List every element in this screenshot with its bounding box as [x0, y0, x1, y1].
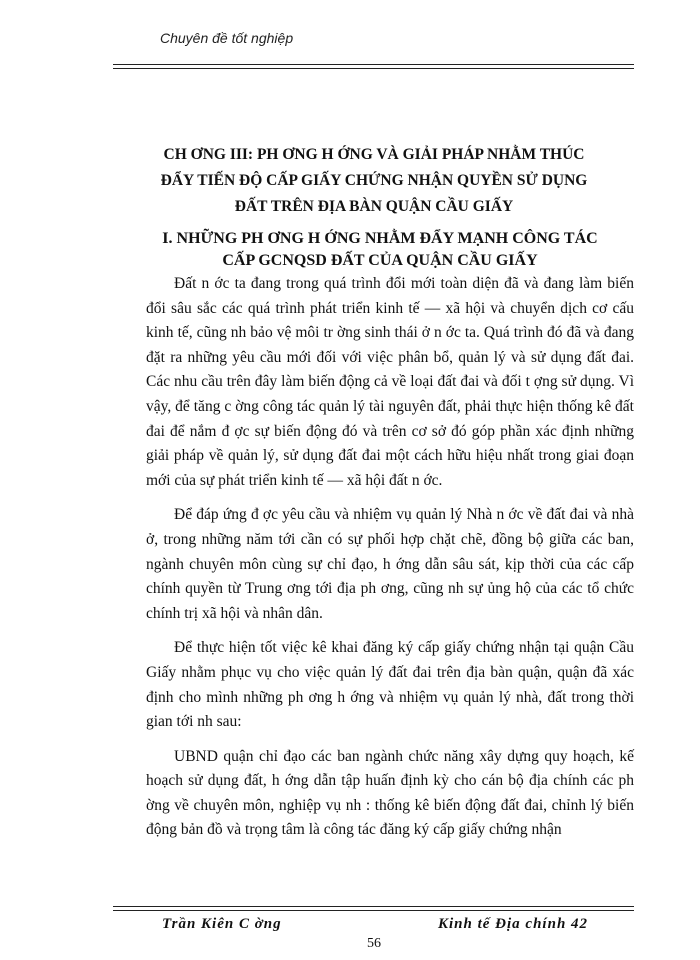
header-rule	[113, 64, 634, 69]
chapter-title-line: CH ƠNG III: PH ƠNG H ỚNG VÀ GIẢI PHÁP NHẰM THÚC	[163, 146, 585, 163]
section-title-line: CẤP GCNQSD ĐẤT CỦA QUẬN CẦU GIẤY	[222, 252, 538, 269]
page-number: 56	[367, 936, 381, 951]
body-text	[146, 272, 634, 843]
section-title-line: I. NHỮNG PH ƠNG H ỚNG NHẰM ĐẨY MẠNH CÔNG TÁC	[162, 230, 598, 247]
paragraph: Để đáp ứng đ ợc yêu cầu và nhiệm vụ quản lý Nhà n ớc về đất đai và nhà ở, trong những năm tới cần có sự phối hợp chặt chẽ, đồng bộ giữa các ban, ngành chuyên môn cùng sự chỉ đạo, h ớng dẫn sâu sát, kịp thời của các cấp chính quyền từ Trung ơng tới địa ph ơng, cũng nh sự ủng hộ của các tổ chức chính trị xã hội và nhân dân.	[146, 506, 634, 622]
paragraph: Để thực hiện tốt việc kê khai đăng ký cấp giấy chứng nhận tại quận Cầu Giấy nhằm phục vụ cho việc quản lý đất đai trên địa bàn quận, quận đã xác định cho mình những ph ơng h ớng và nhiệm vụ quản lý nhà, đất trong thời gian tới nh sau:	[146, 639, 634, 731]
chapter-title-line: ĐẨY TIẾN ĐỘ CẤP GIẤY CHỨNG NHẬN QUYỀN SỬ DỤNG	[160, 172, 588, 189]
running-header: Chuyên đề tốt nghiệp	[160, 30, 294, 46]
chapter-title	[130, 142, 618, 220]
footer-class: Kinh tế Địa chính 42	[438, 916, 589, 932]
footer-rule	[113, 906, 634, 911]
chapter-title-line: ĐẤT TRÊN ĐỊA BÀN QUẬN CẦU GIẤY	[234, 198, 514, 215]
footer-author: Trần Kiên C ờng	[162, 916, 282, 932]
section-title	[130, 228, 630, 272]
paragraph: Đất n ớc ta đang trong quá trình đổi mới toàn diện đã và đang làm biến đổi sâu sắc các quá trình phát triển kinh tế — xã hội và chuyển dịch cơ cấu kinh tế, cũng nh bảo vệ môi tr ờng sinh thái ở n ớc ta. Quá trình đó đã và đang đặt ra những yêu cầu mới đối với việc phân bổ, quản lý và sử dụng đất đai. Các nhu cầu trên đây làm biến động cả về loại đất đai và đối t ợng sử dụng. Vì vậy, để tăng c ờng công tác quản lý tài nguyên đất, phải thực hiện thống kê đất đai để nắm đ ợc sự biến động đó và trên cơ sở đó góp phần xác định những giải pháp về quản lý, sử dụng đất đai một cách hữu hiệu nhất trong giai đoạn mới của sự phát triển kinh tế — xã hội đất n ớc.	[146, 275, 634, 489]
paragraph: UBND quận chỉ đạo các ban ngành chức năng xây dựng quy hoạch, kế hoạch sử dụng đất, h ớng dẫn tập huấn định kỳ cho cán bộ địa chính các ph ờng về chuyên môn, nghiệp vụ nh : thống kê biến động đất đai, chỉnh lý biến động bản đồ và trọng tâm là công tác đăng ký cấp giấy chứng nhận	[146, 747, 634, 839]
